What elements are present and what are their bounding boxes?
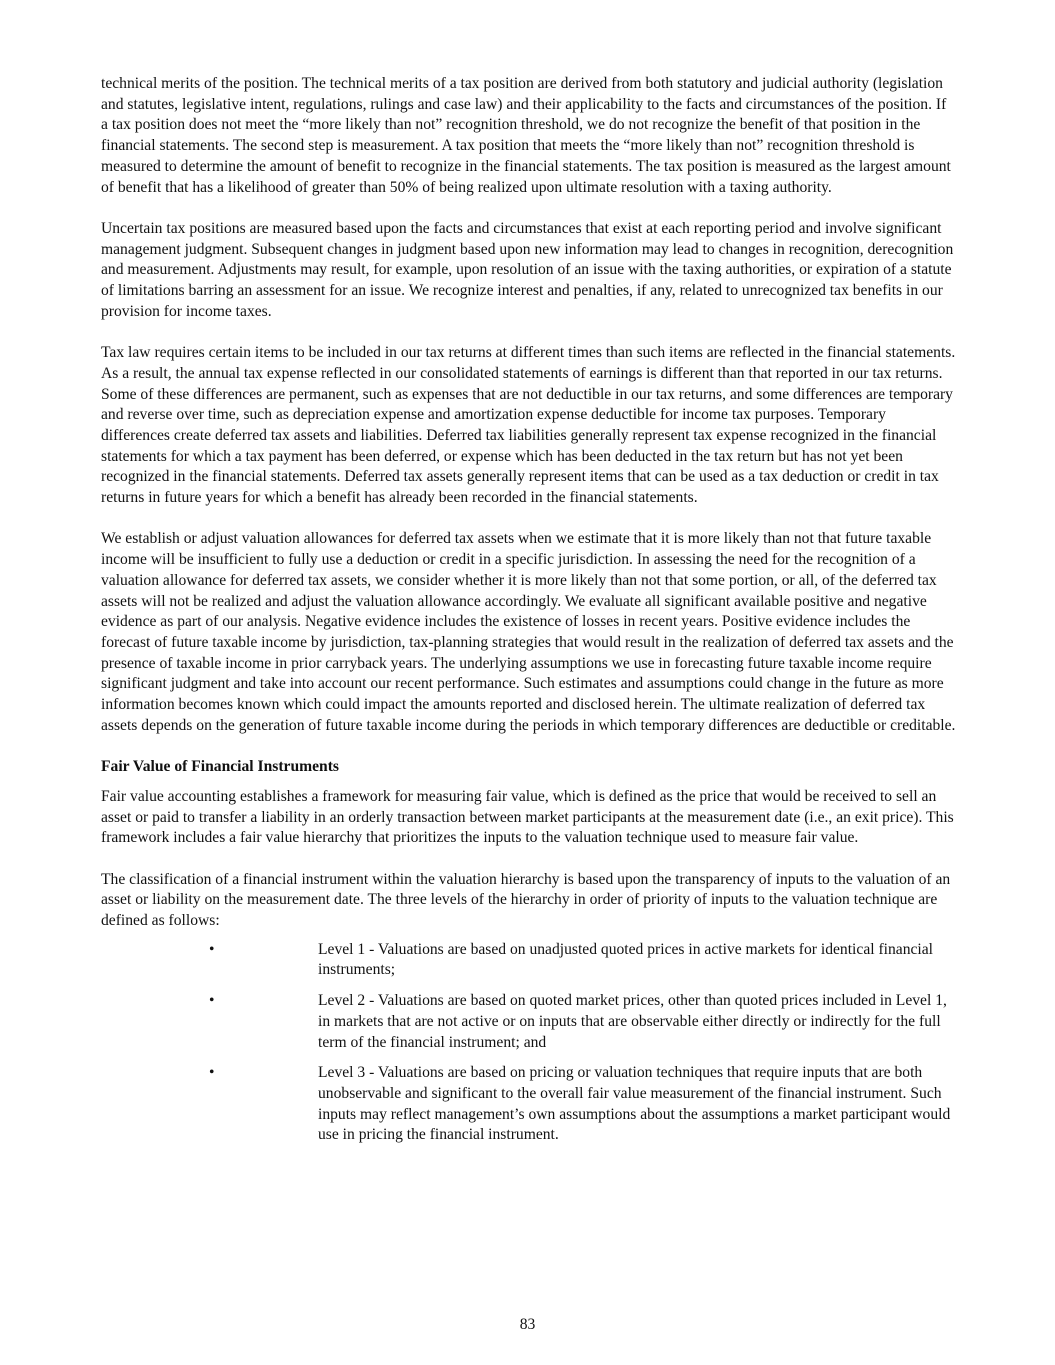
list-item <box>101 940 957 981</box>
page-number: 83 <box>519 1316 536 1333</box>
bullet-icon: • <box>209 940 215 958</box>
paragraph-valuation-hierarchy: The classification of a financial instrument within the valuation hierarchy is based upon the transparency of inputs to the valuation of an asset or liability on the measurement date. The three levels of the hierarchy in order of priority of inputs to the valuation technique are defined as follows: <box>101 870 951 930</box>
paragraph-uncertain-tax-positions: Uncertain tax positions are measured based upon the facts and circumstances that exist at each reporting period and involve significant management judgment. Subsequent changes in judgment based upon new information may lead to changes in recognition, derecognition and measurement. Adjustments may result, for example, upon resolution of an issue with the taxing authorities, or expiration of a statute of limitations barring an assessment for an issue. We recognize interest and penalties, if any, related to unrecognized tax benefits in our provision for income taxes. <box>101 219 954 320</box>
bullet-icon: • <box>209 992 215 1010</box>
paragraph-tax-position-recognition: technical merits of the position. The technical merits of a tax position are derived from both statutory and judicial authority (legislation and statutes, legislative intent, regulations, rulings and case law) and their applicability to the facts and circumstances of the position. If a tax position does not meet the “more likely than not” recognition threshold, we do not recognize the benefit of that position in the financial statements. The second step is measurement. A tax position that meets the “more likely than not” recognition threshold is measured to determine the amount of benefit to recognize in the financial statements. The tax position is measured as the largest amount of benefit that has a likelihood of greater than 50% of being realized upon ultimate resolution with a taxing authority. <box>101 75 951 196</box>
list-item <box>101 991 957 1053</box>
level-3-text: Level 3 - Valuations are based on pricing or valuation techniques that require inputs that are both unobservable and significant to the overall fair value measurement of the financial instrument. Such inputs may reflect management’s own assumptions about the assumptions a market participant would use in pricing the financial instrument. <box>318 1064 951 1144</box>
hierarchy-levels-list <box>101 940 957 1146</box>
level-2-text: Level 2 - Valuations are based on quoted market prices, other than quoted prices included in Level 1, in markets that are not active or on inputs that are observable either directly or indirectly for the full term of the financial instrument; and <box>318 992 947 1051</box>
document-body <box>101 74 957 1156</box>
level-1-text: Level 1 - Valuations are based on unadjusted quoted prices in active markets for identical financial instruments; <box>318 940 934 979</box>
paragraph-deferred-taxes: Tax law requires certain items to be included in our tax returns at different times than such items are reflected in the financial statements. As a result, the annual tax expense reflected in our consolidated statements of earnings is different than that reported in our tax returns. Some of these differences are permanent, such as expenses that are not deductible in our tax returns, and some differences are temporary and reverse over time, such as depreciation expense and amortization expense deductible for income tax purposes. Temporary differences create deferred tax assets and liabilities. Deferred tax liabilities generally represent tax expense recognized in the financial statements for which a tax payment has been deferred, or expense which has been deducted in the tax return but has not yet been recognized in the financial statements. Deferred tax assets generally represent items that can be used as a tax deduction or credit in tax returns in future years for which a benefit has already been recorded in the financial statements. <box>101 344 956 507</box>
paragraph-valuation-allowances: We establish or adjust valuation allowances for deferred tax assets when we estimate that it is more likely than not that future taxable income will be insufficient to fully use a deduction or credit in a specific jurisdiction. In assessing the need for the recognition of a valuation allowance for deferred tax assets, we consider whether it is more likely than not that some portion, or all, of the deferred tax assets will not be realized and adjust the valuation allowance accordingly. We evaluate all significant available positive and negative evidence as part of our analysis. Negative evidence includes the existence of losses in recent years. Positive evidence includes the forecast of future taxable income by jurisdiction, tax-planning strategies that would result in the realization of deferred tax assets and the presence of taxable income in prior carryback years. The underlying assumptions we use in forecasting future taxable income require significant judgment and take into account our recent performance. Such estimates and assumptions could change in the future as more information becomes known which could impact the amounts reported and disclosed herein. The ultimate realization of deferred tax assets depends on the generation of future taxable income during the periods in which temporary differences are deductible or creditable. <box>101 530 956 734</box>
bullet-icon: • <box>209 1064 215 1082</box>
section-heading-fair-value: Fair Value of Financial Instruments <box>101 758 339 776</box>
list-item <box>101 1063 957 1146</box>
paragraph-fair-value-framework: Fair value accounting establishes a framework for measuring fair value, which is defined as the price that would be received to sell an asset or paid to transfer a liability in an orderly transaction between market participants at the measurement date (i.e., an exit price). This framework includes a fair value hierarchy that prioritizes the inputs to the valuation technique used to measure fair value. <box>101 787 954 847</box>
